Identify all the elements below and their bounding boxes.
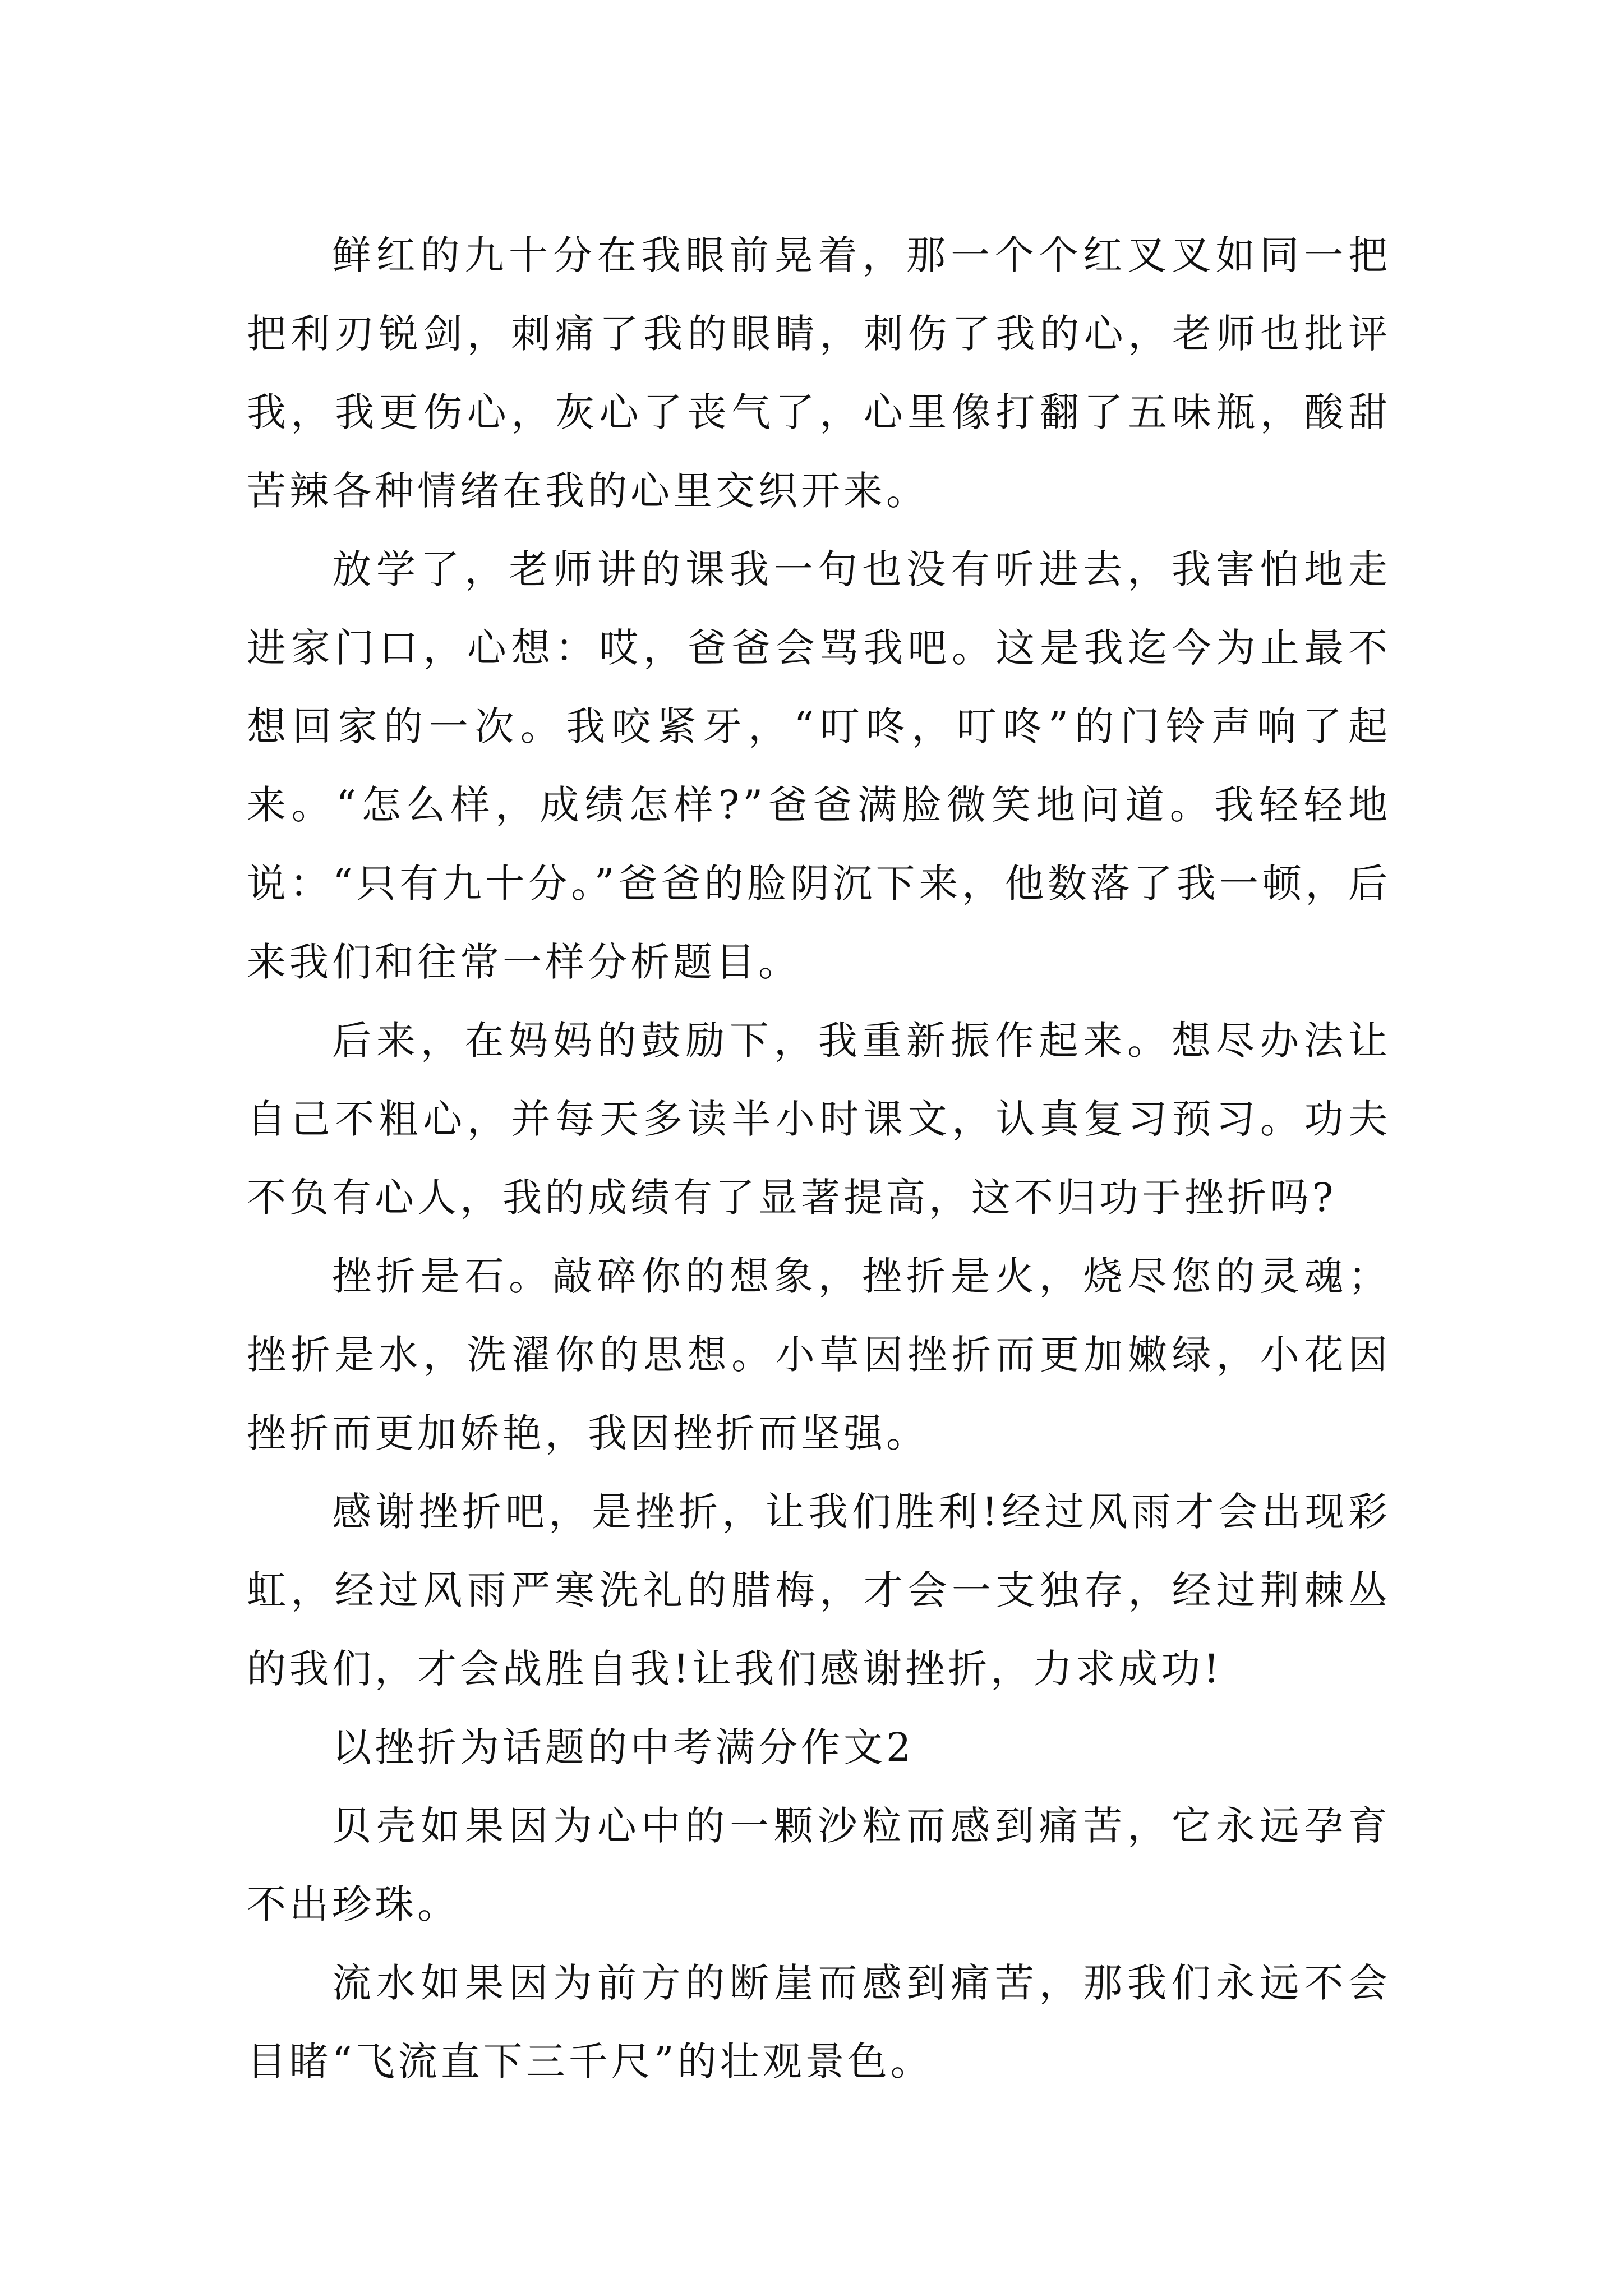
paragraph-1: 鲜红的九十分在我眼前晃着，那一个个红叉叉如同一把把利刃锐剑，刺痛了我的眼睛，刺伤了我的心，老师也批评我，我更伤心，灰心了丧气了，心里像打翻了五味瓶，酸甜苦辣各种情绪在我的心里交织开来。	[247, 232, 1391, 514]
paragraph-6: 贝壳如果因为心中的一颗沙粒而感到痛苦，它永远孕育不出珍珠。	[247, 1803, 1391, 1927]
document-body	[247, 216, 1391, 2101]
paragraph-7: 流水如果因为前方的断崖而感到痛苦，那我们永远不会目睹“飞流直下三千尺”的壮观景色。	[247, 1960, 1391, 2085]
section-heading: 以挫折为话题的中考满分作文2	[332, 1724, 915, 1770]
paragraph-4: 挫折是石。敲碎你的想象，挫折是火，烧尽您的灵魂；挫折是水，洗濯你的思想。小草因挫折而更加嫩绿，小花因挫折而更加娇艳，我因挫折而坚强。	[247, 1253, 1391, 1456]
paragraph-3: 后来，在妈妈的鼓励下，我重新振作起来。想尽办法让自己不粗心，并每天多读半小时课文，认真复习预习。功夫不负有心人，我的成绩有了显著提高，这不归功于挫折吗?	[247, 1018, 1391, 1221]
paragraph-5: 感谢挫折吧，是挫折，让我们胜利!经过风雨才会出现彩虹，经过风雨严寒洗礼的腊梅，才会一支独存，经过荆棘丛的我们，才会战胜自我!让我们感谢挫折，力求成功!	[247, 1489, 1391, 1692]
paragraph-2: 放学了，老师讲的课我一句也没有听进去，我害怕地走进家门口，心想：哎，爸爸会骂我吧。这是我迄今为止最不想回家的一次。我咬紧牙，“叮咚，叮咚”的门铃声响了起来。“怎么样，成绩怎样?”爸爸满脸微笑地问道。我轻轻地说：“只有九十分。”爸爸的脸阴沉下来，他数落了我一顿，后来我们和往常一样分析题目。	[247, 546, 1391, 985]
